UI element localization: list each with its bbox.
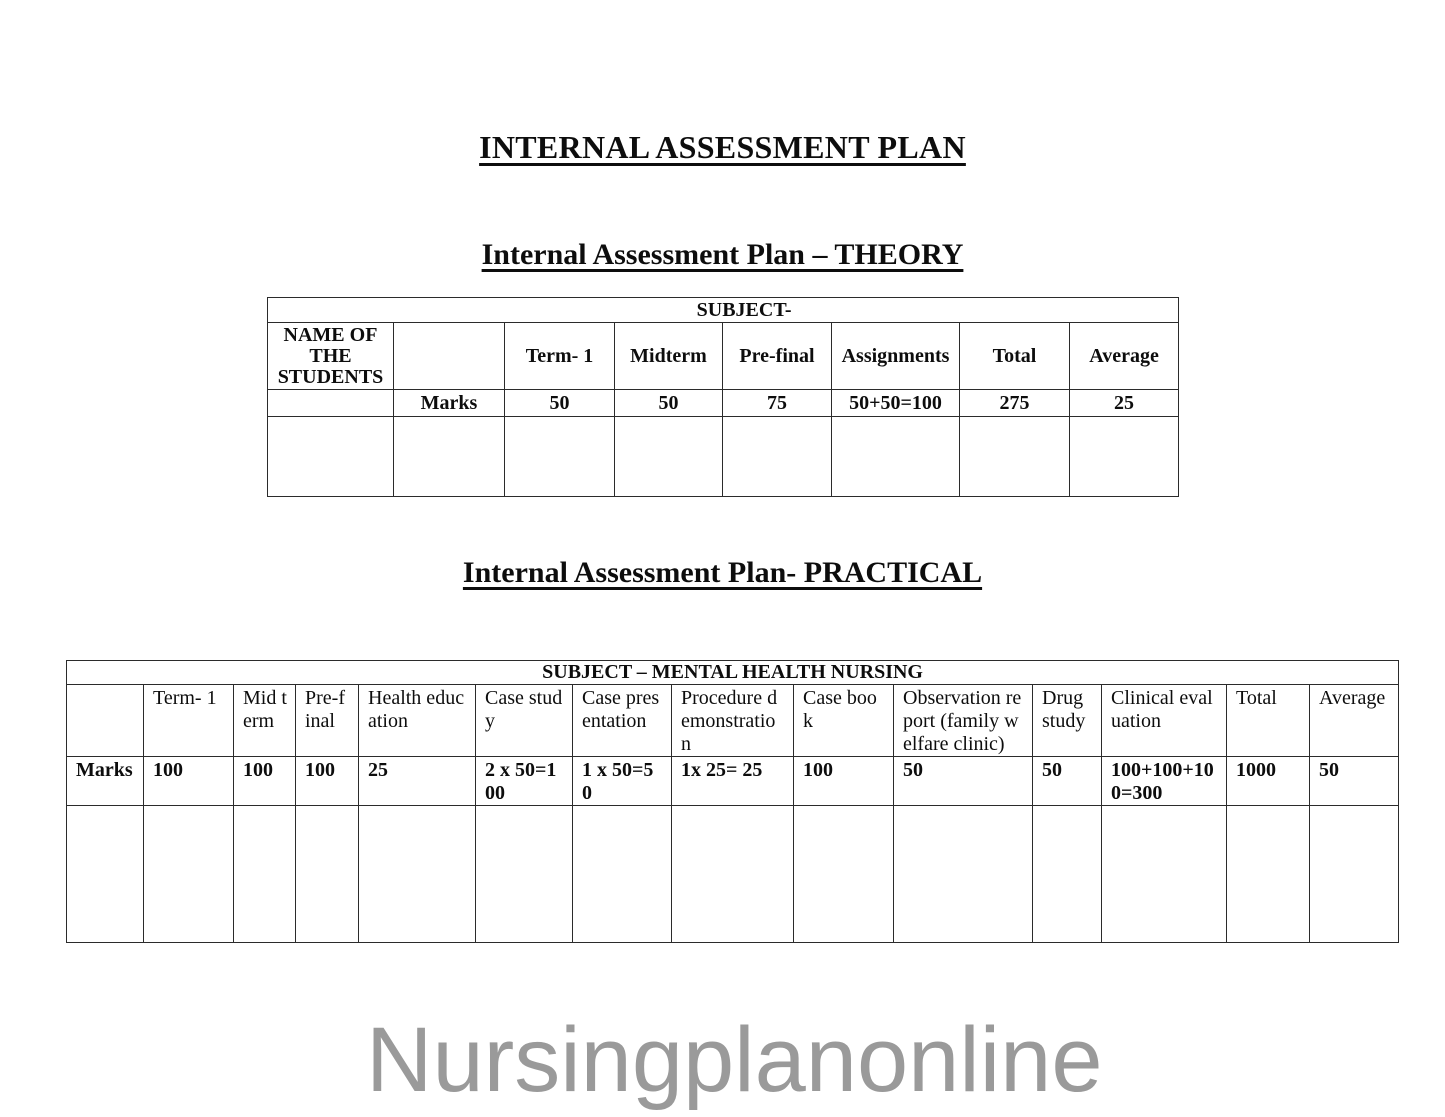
theory-marks-row [268, 390, 1179, 417]
theory-header-row [268, 323, 1179, 390]
practical-empty-row [67, 806, 1399, 943]
practical-col-prefinal: Pre-final [296, 685, 359, 757]
page-title: INTERNAL ASSESSMENT PLAN [479, 129, 966, 165]
theory-assessment-table [267, 297, 1179, 497]
practical-marks-drug-study: 50 [1033, 757, 1102, 806]
theory-empty-row [268, 417, 1179, 497]
theory-marks-term1: 50 [505, 390, 615, 417]
theory-marks-assignments: 50+50=100 [832, 390, 960, 417]
theory-col-term1: Term- 1 [505, 323, 615, 390]
practical-col-term1: Term- 1 [144, 685, 234, 757]
theory-marks-average: 25 [1070, 390, 1179, 417]
practical-marks-observation-report: 50 [894, 757, 1033, 806]
practical-col-case-presentation: Case presentation [573, 685, 672, 757]
theory-marks-label: Marks [394, 390, 505, 417]
theory-col-prefinal: Pre-final [723, 323, 832, 390]
practical-marks-total: 1000 [1227, 757, 1310, 806]
practical-col-case-study: Case study [476, 685, 573, 757]
practical-marks-midterm: 100 [234, 757, 296, 806]
theory-col-assignments: Assignments [832, 323, 960, 390]
practical-col-case-book: Case book [794, 685, 894, 757]
theory-marks-total: 275 [960, 390, 1070, 417]
theory-marks-blank-cell [268, 390, 394, 417]
practical-blank-header-cell [67, 685, 144, 757]
theory-blank-header-cell [394, 323, 505, 390]
practical-assessment-table [66, 660, 1399, 943]
practical-col-total: Total [1227, 685, 1310, 757]
theory-marks-prefinal: 75 [723, 390, 832, 417]
theory-subject-cell: SUBJECT- [268, 298, 1179, 323]
practical-marks-clinical-evaluation: 100+100+100=300 [1102, 757, 1227, 806]
practical-subject-cell: SUBJECT – MENTAL HEALTH NURSING [67, 661, 1399, 685]
practical-marks-health-education: 25 [359, 757, 476, 806]
practical-header-row [67, 685, 1399, 757]
practical-marks-prefinal: 100 [296, 757, 359, 806]
practical-marks-row [67, 757, 1399, 806]
theory-col-average: Average [1070, 323, 1179, 390]
practical-col-procedure-demonstration: Procedure demonstration [672, 685, 794, 757]
practical-col-health-education: Health education [359, 685, 476, 757]
watermark-text: Nursingplanonline [366, 1009, 1103, 1111]
practical-marks-case-presentation: 1 x 50=50 [573, 757, 672, 806]
practical-subject-row [67, 661, 1399, 685]
practical-col-clinical-evaluation: Clinical evaluation [1102, 685, 1227, 757]
theory-students-header-cell: NAME OF THE STUDENTS [268, 323, 394, 390]
theory-section-heading: Internal Assessment Plan – THEORY [481, 238, 964, 271]
practical-col-midterm: Mid term [234, 685, 296, 757]
practical-col-drug-study: Drug study [1033, 685, 1102, 757]
practical-col-observation-report: Observation report (family welfare clinic) [894, 685, 1033, 757]
practical-marks-case-book: 100 [794, 757, 894, 806]
practical-marks-average: 50 [1310, 757, 1399, 806]
theory-col-midterm: Midterm [615, 323, 723, 390]
theory-col-total: Total [960, 323, 1070, 390]
theory-subject-row [268, 298, 1179, 323]
theory-marks-midterm: 50 [615, 390, 723, 417]
practical-marks-case-study: 2 x 50=100 [476, 757, 573, 806]
practical-section-heading: Internal Assessment Plan- PRACTICAL [462, 556, 983, 589]
practical-col-average: Average [1310, 685, 1399, 757]
practical-marks-procedure-demonstration: 1x 25= 25 [672, 757, 794, 806]
practical-marks-term1: 100 [144, 757, 234, 806]
practical-marks-label: Marks [67, 757, 144, 806]
